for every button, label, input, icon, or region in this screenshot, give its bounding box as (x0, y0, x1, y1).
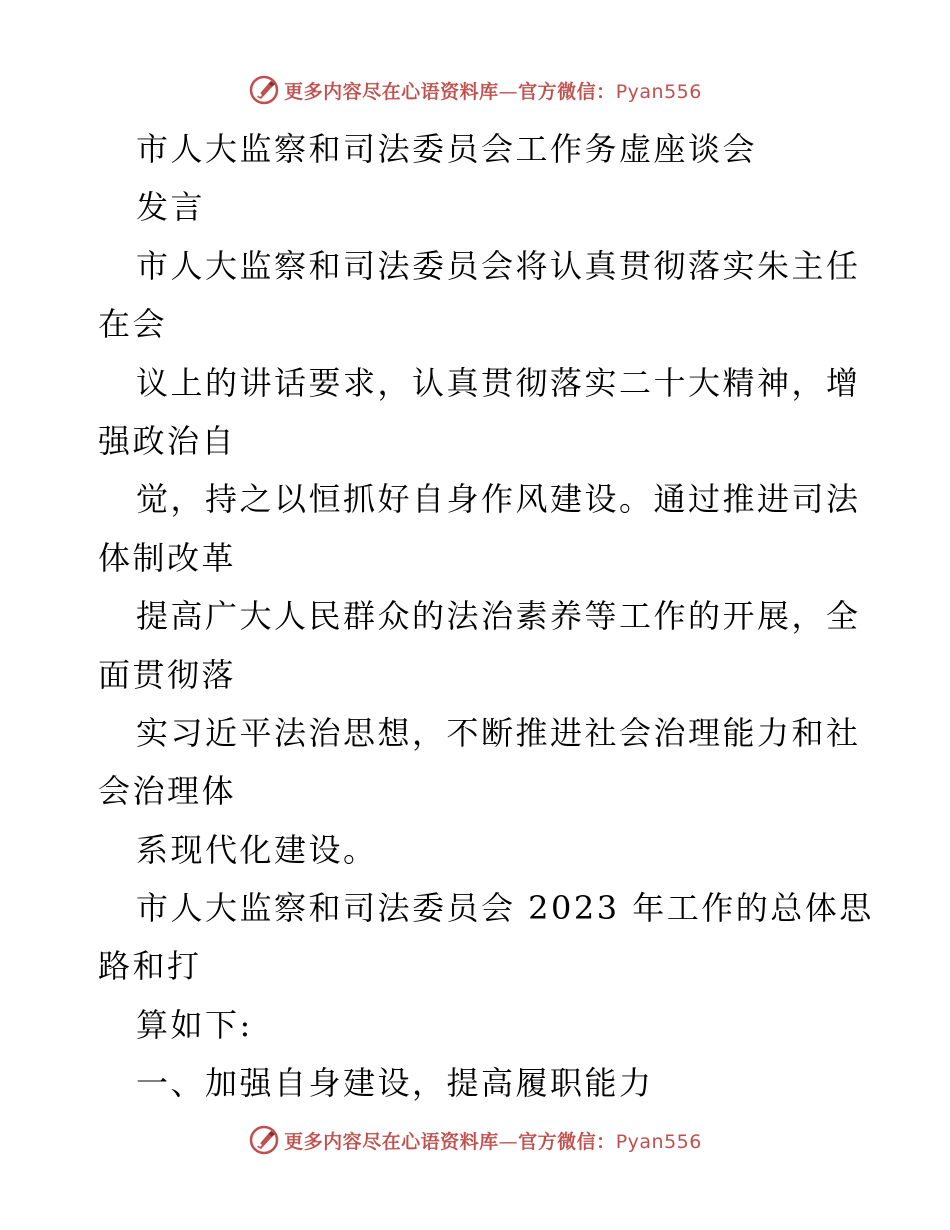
document-line: 在会 (98, 305, 168, 344)
document-line: 市人大监察和司法委员会工作务虚座谈会 (136, 130, 758, 168)
header-watermark-slogan: 更多内容尽在心语资料库 (284, 80, 499, 103)
document-line: 系现代化建设。 (136, 830, 378, 869)
document-line: 议上的讲话要求，认真贯彻落实二十大精神，增 (136, 363, 861, 402)
document-line: 觉，持之以恒抓好自身作风建设。通过推进司法 (136, 480, 861, 519)
document-line: 会治理体 (98, 772, 237, 811)
pen-nib-logo-icon (248, 74, 280, 106)
document-line: 市人大监察和司法委员会 2023 年工作的总体思 (136, 889, 874, 928)
footer-watermark-slogan: 更多内容尽在心语资料库 (284, 1130, 499, 1153)
document-line: 一、加强自身建设，提高履职能力 (136, 1064, 654, 1103)
document-line: 体制改革 (98, 538, 237, 577)
document-line: 强政治自 (98, 421, 237, 460)
document-line: 路和打 (98, 947, 202, 986)
footer-watermark-banner (0, 1120, 950, 1160)
header-watermark-text (284, 77, 702, 104)
document-line: 发言 (136, 188, 206, 227)
header-watermark-suffix: 官方微信： (518, 80, 616, 103)
document-line: 实习近平法治思想，不断推进社会治理能力和社 (136, 713, 861, 752)
footer-watermark-account: Pyan556 (615, 1130, 702, 1153)
footer-watermark-suffix: 官方微信： (518, 1130, 616, 1153)
header-watermark-dash: — (498, 80, 519, 103)
footer-watermark-dash: — (498, 1130, 519, 1153)
footer-watermark-text (284, 1127, 702, 1154)
document-line: 算如下: (136, 1005, 253, 1044)
header-watermark-account: Pyan556 (615, 80, 702, 103)
header-watermark-banner (0, 70, 950, 110)
document-line: 市人大监察和司法委员会将认真贯彻落实朱主任 (136, 246, 861, 285)
pen-nib-logo-icon (248, 1124, 280, 1156)
document-line: 面贯彻落 (98, 655, 237, 694)
document-body (98, 120, 874, 1113)
document-line: 提高广大人民群众的法治素养等工作的开展，全 (136, 597, 861, 636)
